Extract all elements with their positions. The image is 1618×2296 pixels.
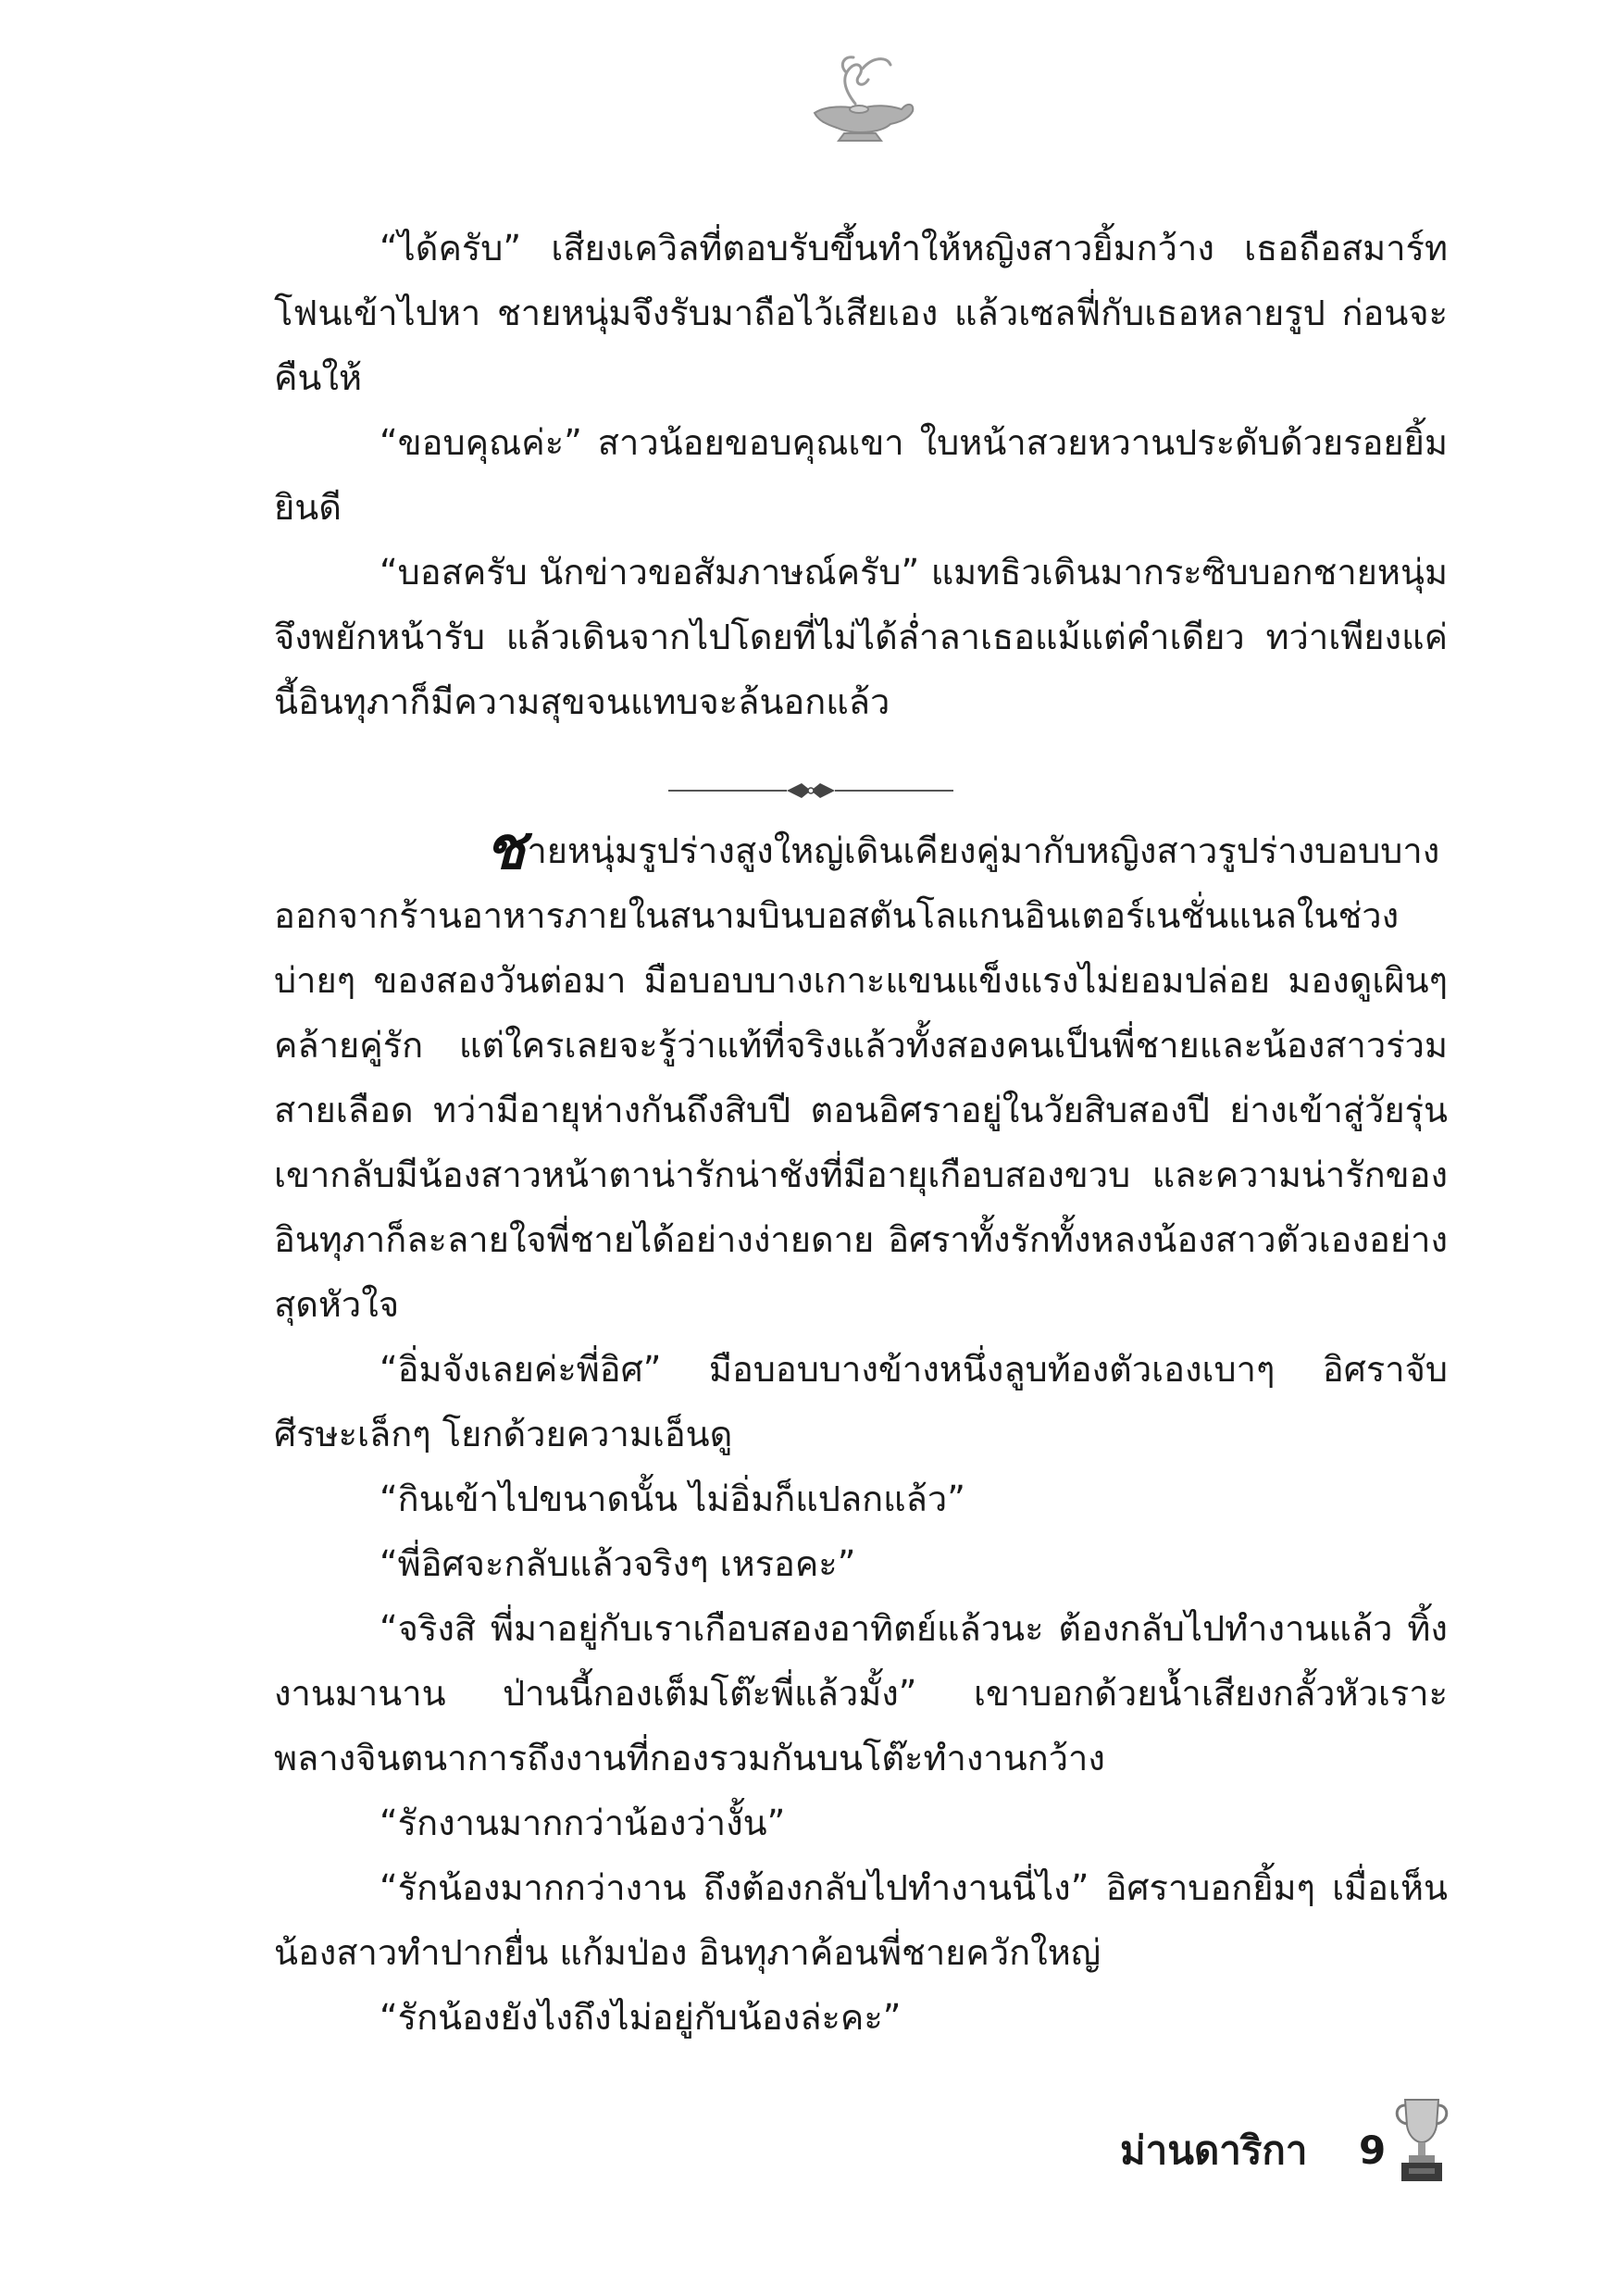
paragraph: “กินเข้าไปขนาดนั้น ไม่อิ่มก็แปลกแล้ว” [380,1479,965,1519]
paragraph: “รักน้องมากกว่างาน ถึงต้องกลับไปทำงานนี่ไง” อิศราบอกยิ้มๆ เมื่อเห็นน้องสาวทำปากยื่น แก้มป่อง อินทุภาค้อนพี่ชายควักใหญ่ [274,1867,1448,1973]
paragraph: “พี่อิศจะกลับแล้วจริงๆ เหรอคะ” [380,1543,856,1584]
paragraph: “ได้ครับ” เสียงเควิลที่ตอบรับขึ้นทำให้หญิงสาวยิ้มกว้าง เธอถือสมาร์ทโฟนเข้าไปหา ชายหนุ่มจึงรับมาถือไว้เสียเอง แล้วเซลฟี่กับเธอหลายรูป ก่อนจะคืนให้ [274,228,1448,398]
paragraph: “รักน้องยังไงถึงไม่อยู่กับน้องล่ะคะ” [380,1997,902,2038]
ornament-divider-icon [666,778,955,804]
page-number: 9 [1359,2128,1387,2173]
section-2 [274,814,1448,2050]
book-title: ม่านดาริกา [1120,2128,1308,2173]
genie-lamp-icon [798,48,918,150]
section-1 [274,216,1448,734]
opening-paragraph-text: ายหนุ่มรูปร่างสูงใหญ่เดินเคียงคู่มากับหญิงสาวรูปร่างบอบบางออกจากร้านอาหารภายในสนามบินบอสตันโลแกนอินเตอร์เนชั่นแนลในช่วงบ่ายๆ ของสองวันต่อมา มือบอบบางเกาะแขนแข็งแรงไม่ยอมปล่อย มองดูเผินๆ คล้ายคู่รัก แต่ใครเลยจะรู้ว่าแท้ที่จริงแล้วทั้งสองคนเป็นพี่ชายและน้องสาวร่วมสายเลือด ทว่ามีอายุห่างกันถึงสิบปี ตอนอิศราอยู่ในวัยสิบสองปี ย่างเข้าสู่วัยรุ่น เขากลับมีน้องสาวหน้าตาน่ารักน่าชังที่มีอายุเกือบสองขวบ และความน่ารักของอินทุภาก็ละลายใจพี่ชายได้อย่างง่ายดาย อิศราทั้งรักทั้งหลงน้องสาวตัวเองอย่างสุดหัวใจ [274,830,1448,1325]
paragraph: “บอสครับ นักข่าวขอสัมภาษณ์ครับ” แมทธิวเดินมากระซิบบอกชายหนุ่มจึงพยักหน้ารับ แล้วเดินจากไปโดยที่ไม่ได้ล่ำลาเธอแม้แต่คำเดียว ทว่าเพียงแค่นี้อินทุภาก็มีความสุขจนแทบจะล้นอกแล้ว [274,552,1448,722]
paragraph: “จริงสิ พี่มาอยู่กับเราเกือบสองอาทิตย์แล้วนะ ต้องกลับไปทำงานแล้ว ทิ้งงานมานาน ป่านนี้กองเต็มโต๊ะพี่แล้วมั้ง” เขาบอกด้วยน้ำเสียงกลั้วหัวเราะ พลางจินตนาการถึงงานที่กองรวมกันบนโต๊ะทำงานกว้าง [274,1608,1448,1778]
paragraph: “ขอบคุณค่ะ” สาวน้อยขอบคุณเขา ใบหน้าสวยหวานประดับด้วยรอยยิ้มยินดี [274,422,1448,528]
trophy-icon [1392,2094,1451,2185]
opening-paragraph [274,814,1448,1337]
paragraph: “อิ่มจังเลยค่ะพี่อิศ” มือบอบบางข้างหนึ่งลูบท้องตัวเองเบาๆ อิศราจับศีรษะเล็กๆ โยกด้วยความเอ็นดู [274,1349,1448,1454]
drop-cap: ช [485,814,526,883]
paragraph: “รักงานมากกว่าน้องว่างั้น” [380,1803,786,1843]
